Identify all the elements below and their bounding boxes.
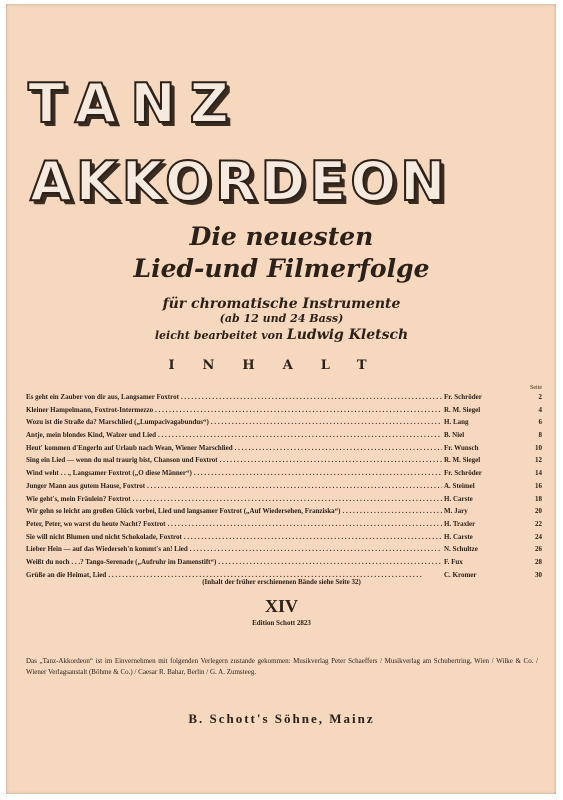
publisher-agreement: Das „Tanz-Akkordeon“ ist im Einvernehmen mit folgenden Verlegern zustande gekommen: Musikverlag Peter Schaeffers / Musikverlag am Schubertring, Wien / Wilke & Co. / Wiener Verlagsanstalt (Böhme & Co.) / Caesar R. Bahar, Berlin / G. A. Zumsteeg. xyxy=(26,657,538,676)
title-akkordeon: AKKORDEON xyxy=(30,150,450,213)
toc-composer: A. Steimel xyxy=(444,481,475,490)
volume-number: XIV xyxy=(264,596,298,616)
toc-leader-dots xyxy=(343,507,443,515)
toc-page: 4 xyxy=(538,405,542,414)
toc-composer: H. Traxler xyxy=(444,519,476,528)
toc-row xyxy=(26,533,542,546)
toc-row xyxy=(26,393,542,406)
table-of-contents xyxy=(26,393,542,583)
toc-title: Junger Mann aus gutem Hause, Foxtrot xyxy=(26,481,146,490)
toc-title: Es geht ein Zauber von dir aus, Langsamer Foxtrot xyxy=(26,393,179,401)
toc-leader-dots xyxy=(147,482,442,490)
toc-composer: C. Kromer xyxy=(444,570,477,579)
toc-composer: H. Carste xyxy=(444,494,473,503)
toc-row xyxy=(26,418,542,431)
toc-page: 26 xyxy=(535,545,542,554)
toc-row xyxy=(26,406,542,419)
toc-leader-dots xyxy=(155,406,442,414)
toc-page: 22 xyxy=(535,519,542,528)
toc-composer: B. Niel xyxy=(444,431,465,440)
toc-leader-dots xyxy=(184,533,442,541)
toc-leader-dots xyxy=(235,444,442,452)
toc-title: Wir gehn so leicht am großen Glück vorbei, Lied und langsamer Foxtrot („Auf Wiedersehen, Franziska“) xyxy=(26,507,341,516)
toc-title: Sie will nicht Blumen und nicht Schokolade, Foxtrot xyxy=(26,532,182,541)
toc-leader-dots xyxy=(168,520,442,528)
toc-page: 10 xyxy=(535,443,542,452)
toc-title: Peter, Peter, wo warst du heute Nacht? Foxtrot xyxy=(26,519,166,528)
toc-row xyxy=(26,456,542,469)
toc-row xyxy=(26,431,542,444)
toc-title: Weißt du noch . . .? Tango-Serenade („Aufruhr im Damenstift“) xyxy=(26,557,217,566)
toc-composer: Fr. Schröder xyxy=(444,469,482,478)
toc-page: 16 xyxy=(535,481,542,490)
instruments-line: für chromatische Instrumente xyxy=(162,296,401,312)
bass-line: (ab 12 und 24 Bass) xyxy=(219,312,344,325)
toc-leader-dots xyxy=(133,495,442,503)
toc-page: 28 xyxy=(535,557,542,566)
toc-leader-dots xyxy=(211,418,442,426)
toc-page: 24 xyxy=(535,532,542,541)
toc-leader-dots xyxy=(220,456,442,464)
subtitle-line1: Die neuesten xyxy=(189,222,374,251)
toc-title: Grüße an die Heimat, Lied xyxy=(26,570,107,579)
toc-row xyxy=(26,495,542,508)
toc-title: Wind weht . . ., Langsamer Foxtrot („O diese Männer“) xyxy=(26,469,192,478)
subtitle-line2: Lied-und Filmerfolge xyxy=(133,254,430,283)
arranger-name: Ludwig Kletsch xyxy=(286,327,409,343)
toc-row xyxy=(26,545,542,558)
arranger-line xyxy=(0,327,563,343)
publisher-name: B. Schott's Söhne, Mainz xyxy=(188,711,375,726)
contents-heading: INHALT xyxy=(168,358,395,373)
toc-page: 12 xyxy=(535,456,542,465)
toc-title: Wozu ist die Straße da? Marschlied („Lumpacivagabundus“) xyxy=(26,418,209,427)
toc-leader-dots xyxy=(181,393,442,401)
toc-title: Kleiner Hampelmann, Foxtrot-Intermezzo xyxy=(26,405,154,414)
edition-number: Edition Schott 2823 xyxy=(252,619,311,627)
page-column-header: Seite xyxy=(530,385,542,391)
earlier-volumes-note: (Inhalt der früher erschienenen Bände siehe Seite 32) xyxy=(202,578,361,586)
toc-title: Wie geht's, mein Fräulein? Foxtrot xyxy=(26,494,131,503)
toc-composer: Fr. Wunsch xyxy=(444,443,479,452)
toc-composer: H. Lang xyxy=(444,418,469,427)
title-tanz: TANZ xyxy=(28,72,243,135)
toc-composer: N. Schultze xyxy=(444,545,478,554)
toc-row xyxy=(26,469,542,482)
toc-leader-dots xyxy=(218,558,442,566)
toc-page: 14 xyxy=(535,469,542,478)
toc-row xyxy=(26,520,542,533)
toc-leader-dots xyxy=(190,545,442,553)
toc-row xyxy=(26,444,542,457)
toc-composer: F. Fux xyxy=(444,557,463,566)
toc-page: 18 xyxy=(535,494,542,503)
toc-page: 30 xyxy=(535,570,542,579)
toc-leader-dots xyxy=(194,469,442,477)
toc-page: 2 xyxy=(538,393,542,401)
toc-leader-dots xyxy=(158,431,442,439)
toc-title: Antje, mein blondes Kind, Walzer und Lied xyxy=(26,431,157,440)
toc-page: 20 xyxy=(535,507,542,516)
toc-title: Lieber Hein — auf das Wiederseh'n kommt's an! Lied xyxy=(26,545,188,554)
toc-title: Sing ein Lied — wenn du mal traurig bist, Chanson und Foxtrot xyxy=(26,456,218,465)
toc-composer: R. M. Siegel xyxy=(444,405,481,414)
toc-composer: Fr. Schröder xyxy=(444,393,482,401)
toc-title: Heut' kommen d'Engerln auf Urlaub nach Wean, Wiener Marschlied xyxy=(26,443,233,452)
toc-page: 8 xyxy=(538,431,542,440)
toc-row xyxy=(26,558,542,571)
toc-row xyxy=(26,507,542,520)
toc-composer: H. Carste xyxy=(444,532,473,541)
toc-composer: R. M. Siegel xyxy=(444,456,481,465)
toc-row xyxy=(26,482,542,495)
arranger-prefix: leicht bearbeitet von xyxy=(154,329,284,342)
toc-composer: M. Jary xyxy=(444,507,468,516)
toc-page: 6 xyxy=(538,418,542,427)
